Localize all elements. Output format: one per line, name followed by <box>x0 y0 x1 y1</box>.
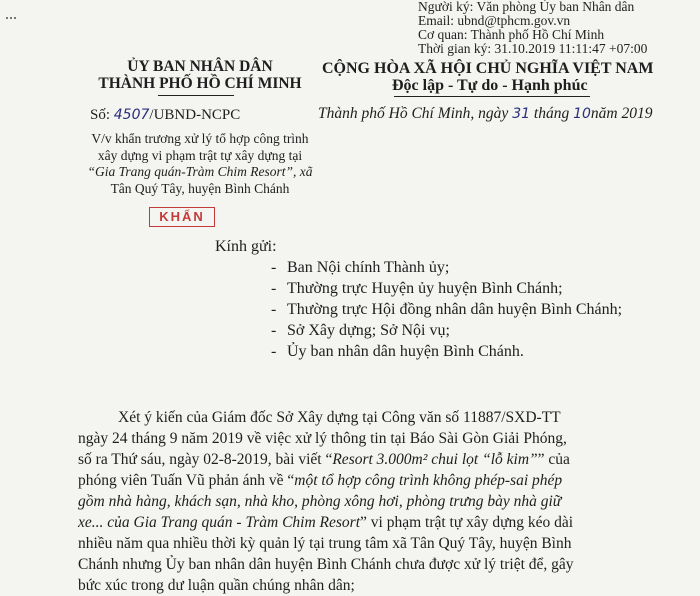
body-line: bức xúc trong dư luận quần chúng nhân dân; <box>78 577 355 594</box>
date-month: 10 <box>573 106 591 122</box>
recipient-label: Ban Nội chính Thành ủy; <box>287 259 450 276</box>
body-segment: số ra Thứ sáu, ngày 02-8-2019, bài viết “ <box>78 451 333 468</box>
urgent-stamp: KHẨN <box>149 207 215 227</box>
quoted-text: xe... của Gia Trang quán - Tràm Chim Resort <box>78 514 361 531</box>
recipient-item: - Ủy ban nhân dân huyện Bình Chánh. <box>271 343 524 360</box>
corner-dots <box>6 6 16 14</box>
date-day: 31 <box>512 106 531 122</box>
date-place: Thành phố Hồ Chí Minh, ngày <box>318 105 513 122</box>
subject-line-3: “Gia Trang quán-Tràm Chim Resort”, xã <box>87 164 313 179</box>
body-line: gồm nhà hàng, khách sạn, nhà kho, phòng xông hơi, phòng trưng bày nhà giữ <box>78 493 562 510</box>
article-title: Resort 3.000m² chui lọt “lỗ kim” <box>332 451 538 468</box>
body-segment: ” vi phạm trật tự xây dựng kéo dài <box>360 514 574 531</box>
subject-line-2: xây dựng vi phạm trật tự xây dựng tại <box>97 147 303 163</box>
recipient-label: Thường trực Huyện ủy huyện Bình Chánh; <box>287 280 563 297</box>
body-line <box>78 512 573 533</box>
doc-number-suffix: /UBND-NCPC <box>149 107 241 123</box>
recipient-label: Ủy ban nhân dân huyện Bình Chánh. <box>287 343 524 360</box>
recipient-item: - Thường trực Huyện ủy huyện Bình Chánh; <box>271 280 563 297</box>
body-segment: phóng viên Tuấn Vũ phản ánh về “ <box>78 472 295 489</box>
body-segment: ” của <box>537 451 570 468</box>
subject-line-4: Tân Quý Tây, huyện Bình Chánh <box>110 180 290 196</box>
body-line <box>78 470 562 491</box>
recipient-label: Sở Xây dựng; Sở Nội vụ; <box>287 322 450 339</box>
subject <box>80 131 320 197</box>
document-number <box>90 107 240 124</box>
doc-number-prefix: Số: <box>90 107 114 123</box>
recipient-label: Thường trực Hội đồng nhân dân huyện Bình Chánh; <box>287 301 623 318</box>
agency-line-1: ỦY BAN NHÂN DÂN <box>127 58 273 75</box>
agency-line-2: THÀNH PHỐ HỒ CHÍ MINH <box>98 75 302 92</box>
body-line <box>78 449 570 470</box>
signature-agency: Cơ quan: Thành phố Hồ Chí Minh <box>418 27 605 42</box>
nation-motto: Độc lập - Tự do - Hạnh phúc <box>392 77 588 94</box>
document-date <box>318 105 652 123</box>
recipient-item: - Sở Xây dựng; Sở Nội vụ; <box>271 322 450 339</box>
signature-signer: Người ký: Văn phòng Ủy ban Nhân dân <box>418 0 635 14</box>
body-line: Xét ý kiến của Giám đốc Sở Xây dựng tại Công văn số 11887/SXD-TT <box>118 409 561 426</box>
greeting: Kính gửi: <box>215 238 277 255</box>
signature-time: Thời gian ký: 31.10.2019 11:11:47 +07:00 <box>418 41 648 56</box>
date-year: năm 2019 <box>590 105 653 122</box>
nation-line-1: CỘNG HÒA XÃ HỘI CHỦ NGHĨA VIỆT NAM <box>322 60 654 77</box>
date-month-label: tháng <box>530 105 574 122</box>
body-line: ngày 24 tháng 9 năm 2019 về việc xử lý thông tin tại Báo Sài Gòn Giải Phóng, <box>78 430 567 447</box>
recipient-item: - Ban Nội chính Thành ủy; <box>271 259 450 276</box>
signature-email: Email: ubnd@tphcm.gov.vn <box>418 13 571 28</box>
body-line: Chánh nhưng Ủy ban nhân dân huyện Bình Chánh chưa được xử lý triệt để, gây <box>78 556 574 573</box>
quoted-text: một tổ hợp công trình không phép-sai phép <box>294 472 563 489</box>
agency-underline <box>158 95 234 96</box>
body-line: nhiều năm qua nhiều thời kỳ quản lý tại trung tâm xã Tân Quý Tây, huyện Bình <box>78 535 572 552</box>
doc-number-handwritten: 4507 <box>113 107 150 123</box>
recipient-item: - Thường trực Hội đồng nhân dân huyện Bình Chánh; <box>271 301 623 318</box>
motto-underline <box>394 96 590 97</box>
subject-line-1: V/v khẩn trương xử lý tổ hợp công trình <box>91 131 309 146</box>
